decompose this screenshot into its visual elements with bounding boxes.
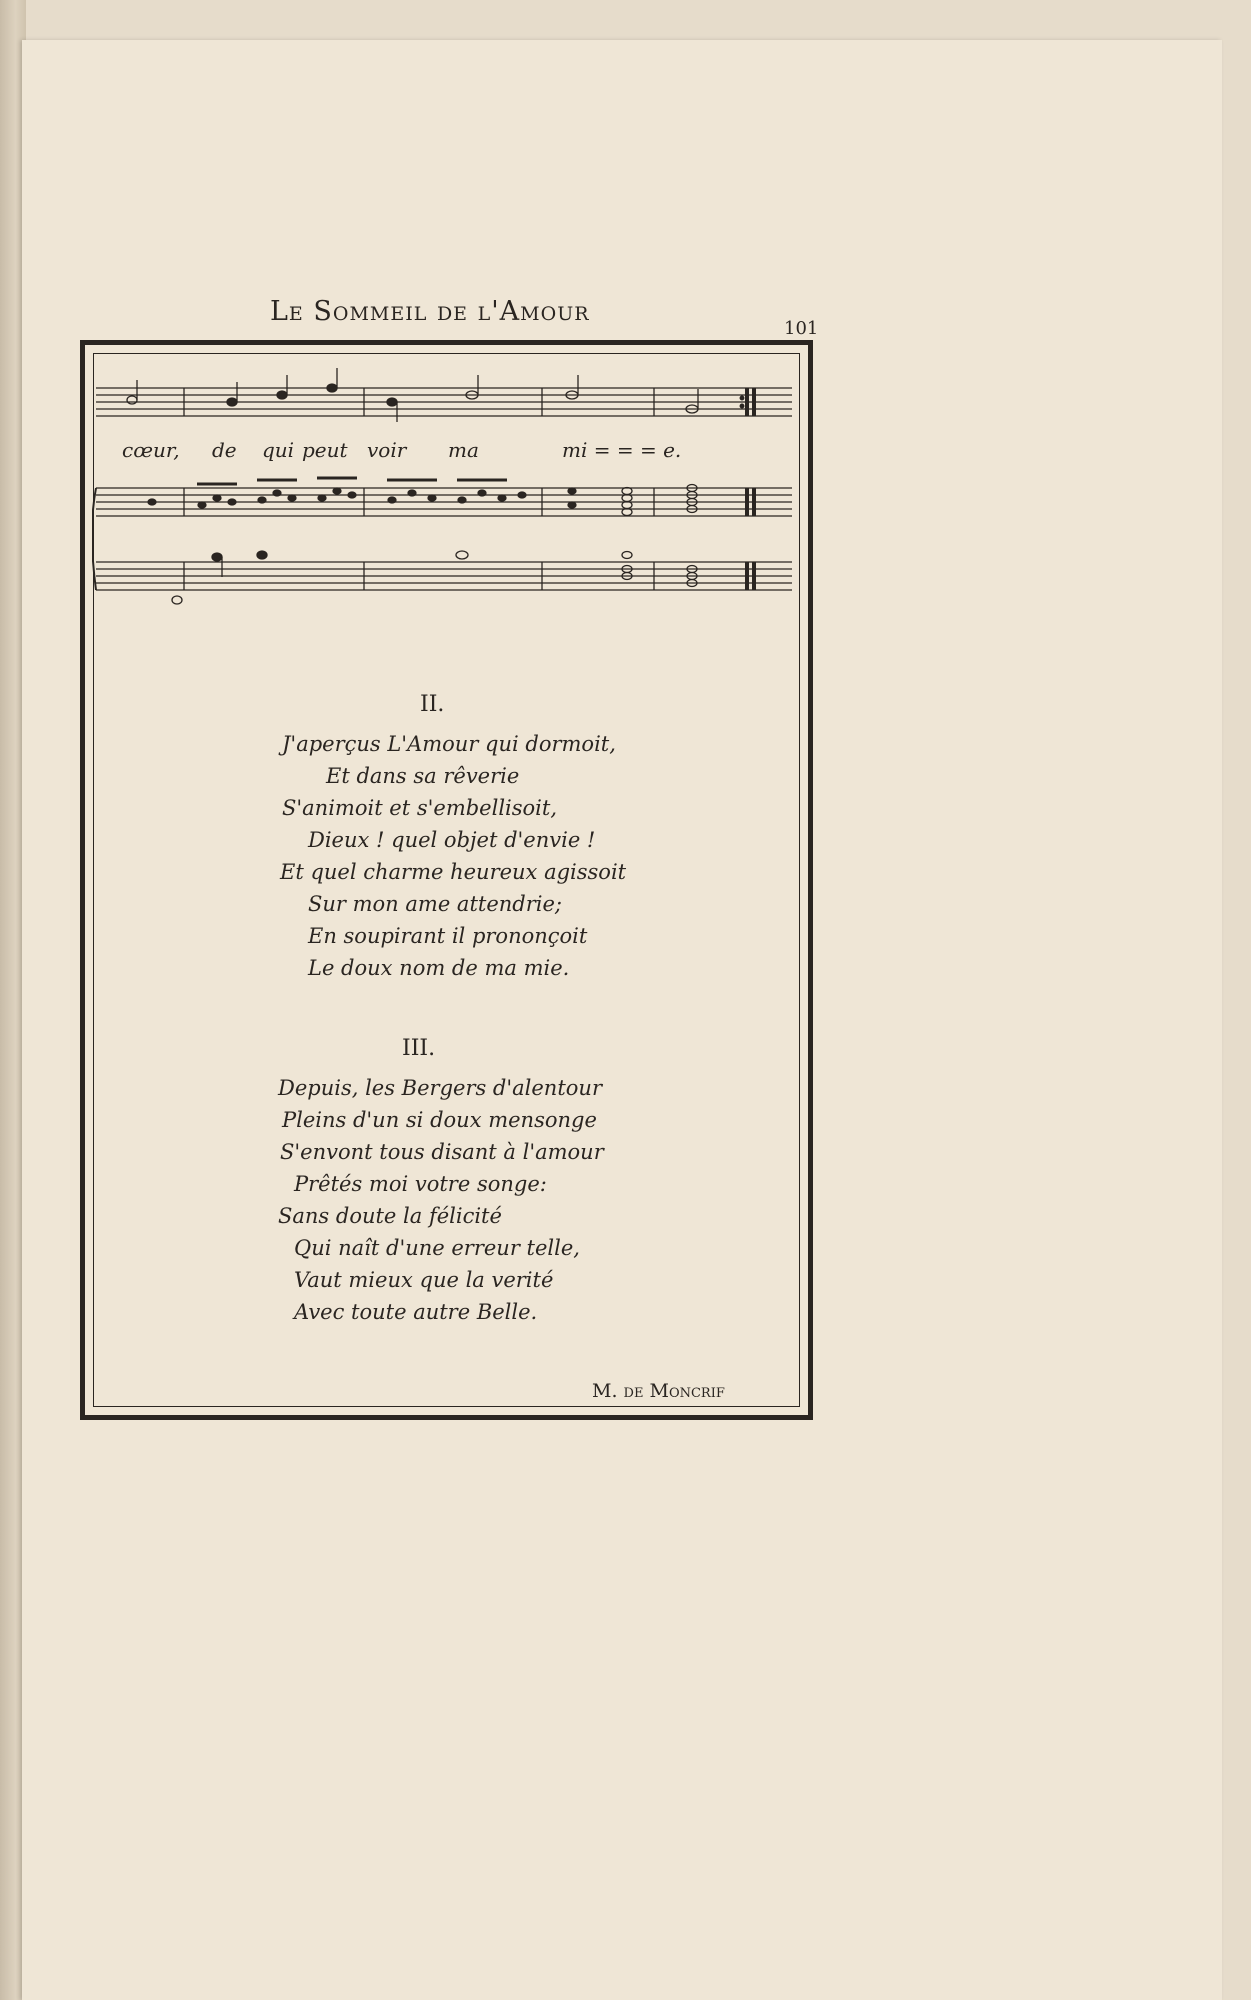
verse-line: Depuis, les Bergers d'alentour — [278, 1076, 602, 1100]
verse-line: S'envont tous disant à l'amour — [280, 1140, 604, 1164]
voice-staff — [96, 368, 792, 422]
verse-line: Dieux ! quel objet d'envie ! — [308, 828, 596, 852]
verse-line: S'animoit et s'embellisoit, — [282, 796, 558, 820]
verse-number: II. — [420, 692, 445, 717]
lyric-syllables — [122, 438, 681, 462]
author-signature: M. de Moncrif — [592, 1380, 725, 1402]
verse-line: Le doux nom de ma mie. — [308, 956, 570, 980]
running-title: Le Sommeil de l'Amour — [270, 296, 590, 327]
verse-line: Avec toute autre Belle. — [294, 1300, 538, 1324]
system-brace — [92, 488, 96, 590]
verse-line: Pleins d'un si doux mensonge — [282, 1108, 597, 1132]
treble-staff — [96, 478, 792, 516]
bass-staff — [96, 551, 792, 604]
verse-line: Vaut mieux que la verité — [294, 1268, 554, 1292]
verse-line: Sur mon ame attendrie; — [308, 892, 562, 916]
music-score — [92, 360, 800, 620]
lyric-syllable: mi = = = e. — [562, 438, 682, 462]
verse-line: Et dans sa rêverie — [326, 764, 520, 788]
lyric-syllable: cœur, — [122, 438, 180, 462]
lyric-syllable: qui — [262, 438, 295, 462]
verse-line: Et quel charme heureux agissoit — [280, 860, 627, 884]
lyric-syllable: de — [212, 438, 237, 462]
verse-line: En soupirant il prononçoit — [308, 924, 588, 948]
lyric-syllable: voir — [367, 438, 407, 462]
verse-line: Sans doute la félicité — [278, 1204, 502, 1228]
verse-line: Prêtés moi votre songe: — [294, 1172, 547, 1196]
verse-number: III. — [402, 1036, 436, 1061]
lyric-syllable: peut — [302, 438, 348, 462]
lyric-syllable: ma — [448, 438, 479, 462]
verse-line: J'aperçus L'Amour qui dormoit, — [282, 732, 616, 756]
verse-line: Qui naît d'une erreur telle, — [294, 1236, 580, 1260]
page-number: 101 — [784, 318, 819, 339]
